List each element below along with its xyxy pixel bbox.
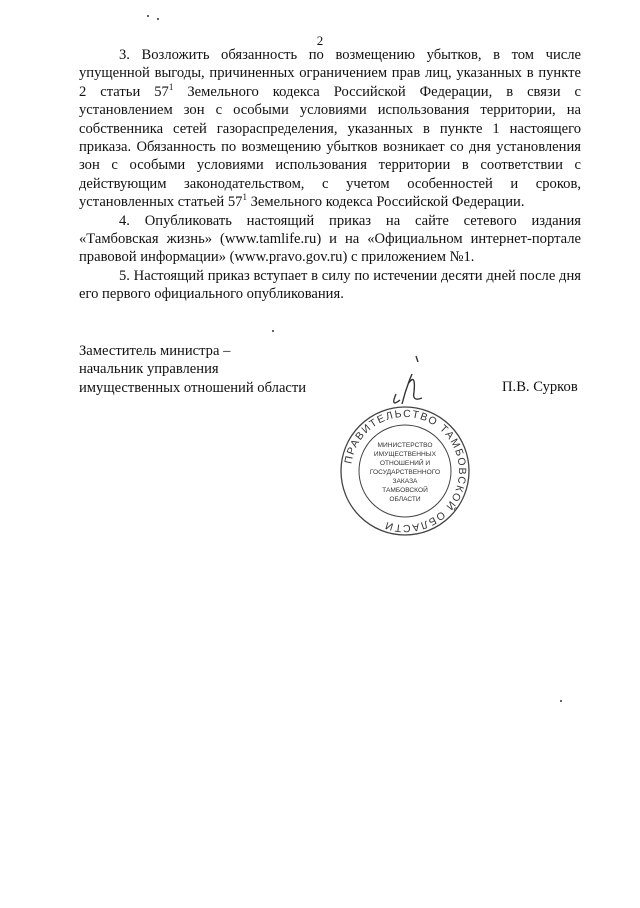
signature-block (79, 342, 306, 397)
scan-speck (157, 18, 159, 20)
paragraph-4: 4. Опубликовать настоящий приказ на сайте сетевого издания «Тамбовская жизнь» (www.tamlife.ru) и на «Официальном интернет-портале правовой информации» (www.pravo.gov.ru) с приложением №1. (79, 212, 581, 266)
paragraph-5: 5. Настоящий приказ вступает в силу по истечении десяти дней после дня его первого официального опубликования. (79, 267, 581, 303)
scan-speck (560, 700, 562, 702)
svg-text:ИМУЩЕСТВЕННЫХ: ИМУЩЕСТВЕННЫХ (373, 451, 437, 458)
official-seal (339, 405, 471, 537)
svg-text:ОБЛАСТИ: ОБЛАСТИ (389, 496, 421, 503)
svg-text:ПРАВИТЕЛЬСТВО ТАМБОВСКОЙ ОБЛАС: ПРАВИТЕЛЬСТВО ТАМБОВСКОЙ ОБЛАСТИ (342, 407, 469, 535)
scan-speck (147, 15, 149, 17)
svg-text:ЗАКАЗА: ЗАКАЗА (392, 478, 418, 485)
svg-text:ГОСУДАРСТВЕННОГО: ГОСУДАРСТВЕННОГО (369, 469, 441, 476)
paragraph-3-text-a: 3. Возложить обязанность по возмещению убытков, в том числе упущенной выгоды, причиненных ограничением прав лиц, указанных в пункте 2 статьи 57 (79, 47, 581, 100)
document-body (79, 46, 581, 304)
svg-text:ОТНОШЕНИЙ И: ОТНОШЕНИЙ И (379, 460, 431, 467)
signatory-title-line-1: Заместитель министра – (79, 343, 231, 359)
scan-speck (272, 330, 274, 332)
svg-text:МИНИСТЕРСТВО: МИНИСТЕРСТВО (377, 442, 433, 449)
paragraph-3 (79, 46, 581, 212)
svg-text:ТАМБОВСКОЙ: ТАМБОВСКОЙ (382, 487, 428, 494)
page-number: 2 (316, 33, 324, 48)
signatory-title-line-3: имущественных отношений области (79, 379, 307, 396)
superscript: 1 (168, 81, 174, 92)
paragraph-3-text-b: Земельного кодекса Российской Федерации, в связи с установлением зон с особыми условиями использования территории, на собственника сетей газораспределения, указанных в пункте 1 настоящего приказа. Обязанность по возмещению убытков возникает со дня установления зон с особыми условиями использования территории в соответствии с действующим законодательством, с учетом особенностей и сроков, установленных статьей 57 (79, 83, 581, 211)
superscript: 1 (242, 192, 247, 203)
signatory-name: П.В. Сурков (502, 379, 578, 395)
signatory-title-line-2: начальник управления (79, 361, 219, 378)
paragraph-3-text-c: Земельного кодекса Российской Федерации. (246, 194, 525, 211)
